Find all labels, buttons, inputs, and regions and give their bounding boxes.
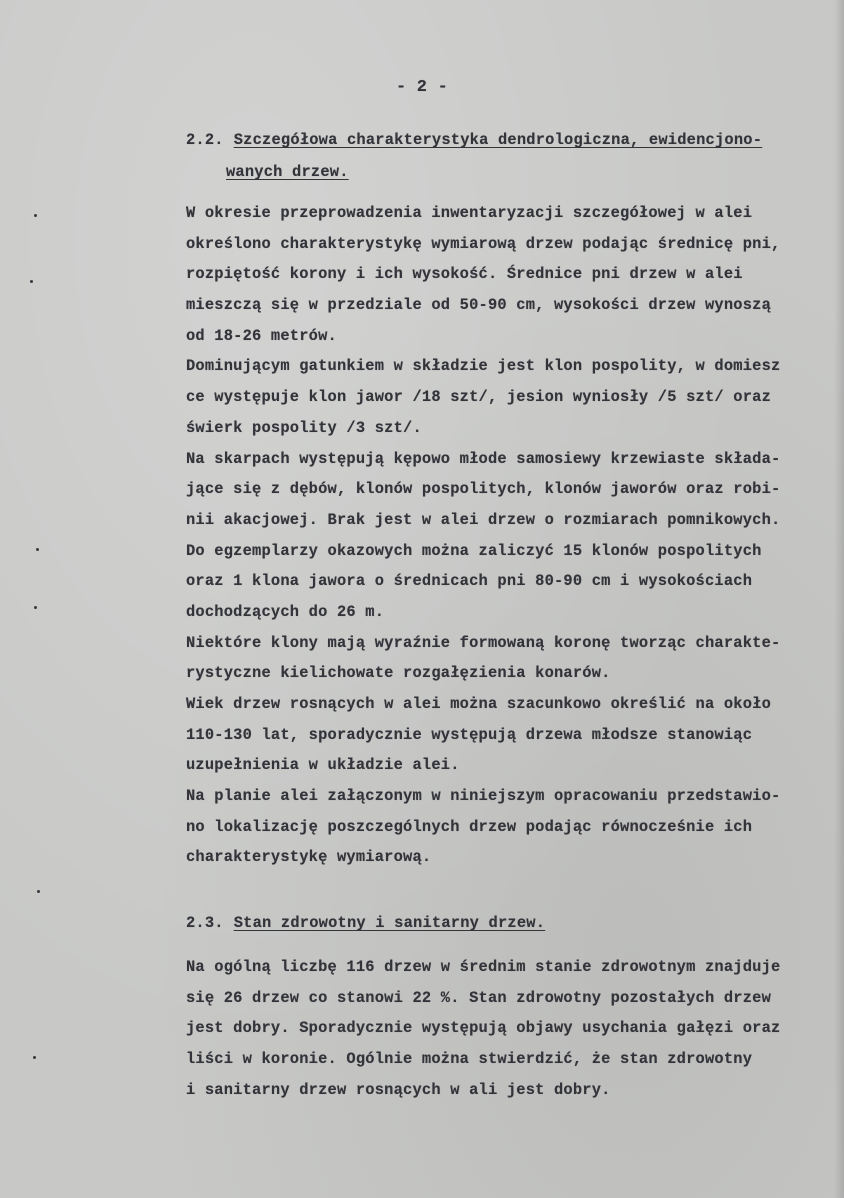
text-line: jące się z dębów, klonów pospolitych, klonów jaworów oraz robi- [186, 480, 781, 499]
text-line: Na planie alei załączonym w niniejszym opracowaniu przedstawio- [186, 787, 781, 806]
margin-speck [37, 890, 40, 893]
text-line: Do egzemplarzy okazowych można zaliczyć 15 klonów pospolitych [186, 541, 762, 560]
text-line: się 26 drzew co stanowi 22 %. Stan zdrowotny pozostałych drzew [186, 988, 772, 1007]
text-line: no lokalizację poszczególnych drzew podając równocześnie ich [186, 817, 753, 836]
section-2-2-number: 2.2. [186, 131, 224, 149]
text-line: Dominującym gatunkiem w składzie jest klon pospolity, w domiesz [186, 357, 781, 376]
text-line: liści w koronie. Ogólnie można stwierdzić, że stan zdrowotny [186, 1050, 753, 1069]
text-line: określono charakterystykę wymiarową drzew podając średnicę pni, [186, 234, 781, 253]
text-line: Niektóre klony mają wyraźnie formowaną koronę tworząc charakte- [186, 633, 781, 652]
section-2-2-heading [186, 131, 762, 149]
margin-speck [34, 606, 37, 609]
section-2-2-title-line2: wanych drzew. [226, 163, 349, 181]
page-number: - 2 - [395, 78, 448, 97]
text-line: ce występuje klon jawor /18 szt/, jesion wyniosły /5 szt/ oraz [186, 388, 772, 407]
margin-speck [36, 548, 39, 551]
section-2-3-heading [186, 914, 545, 932]
paper-edge-shadow [834, 0, 844, 1198]
text-line: charakterystykę wymiarową. [186, 848, 432, 867]
margin-speck [33, 1056, 36, 1059]
text-line: i sanitarny drzew rosnących w ali jest dobry. [186, 1080, 611, 1099]
text-line: W okresie przeprowadzenia inwentaryzacji szczegółowej w alei [186, 204, 753, 222]
section-2-3-title: Stan zdrowotny i sanitarny drzew. [233, 914, 546, 932]
margin-speck [34, 214, 37, 217]
section-2-2-body [186, 198, 836, 873]
text-line: świerk pospolity /3 szt/. [186, 418, 422, 437]
text-line: 110-130 lat, sporadycznie występują drzewa młodsze stanowiąc [186, 725, 753, 744]
text-line: rystyczne kielichowate rozgałęzienia konarów. [186, 664, 611, 683]
section-2-2-title-line1: Szczegółowa charakterystyka dendrologiczna, ewidencjono- [233, 131, 763, 149]
text-line: rozpiętość korony i ich wysokość. Średnice pni drzew w alei [186, 265, 743, 284]
text-line: jest dobry. Sporadycznie występują objawy usychania gałęzi oraz [186, 1019, 781, 1038]
text-line: Na skarpach występują kępowo młode samosiewy krzewiaste składa- [186, 449, 781, 468]
section-2-3-body [186, 952, 836, 1105]
text-line: mieszczą się w przedziale od 50-90 cm, wysokości drzew wynoszą [186, 296, 772, 315]
text-line: Wiek drzew rosnących w alei można szacunkowo określić na około [186, 695, 772, 713]
text-line: dochodzących do 26 m. [186, 602, 385, 621]
section-2-3-number: 2.3. [186, 914, 224, 932]
text-line: Na ogólną liczbę 116 drzew w średnim stanie zdrowotnym znajduje [186, 958, 781, 976]
margin-speck [30, 280, 33, 283]
text-line: od 18-26 metrów. [186, 326, 337, 345]
text-line: nii akacjowej. Brak jest w alei drzew o rozmiarach pomnikowych. [186, 510, 781, 529]
text-line: oraz 1 klona jawora o średnicach pni 80-90 cm i wysokościach [186, 572, 753, 591]
text-line: uzupełnienia w układzie alei. [186, 756, 460, 775]
